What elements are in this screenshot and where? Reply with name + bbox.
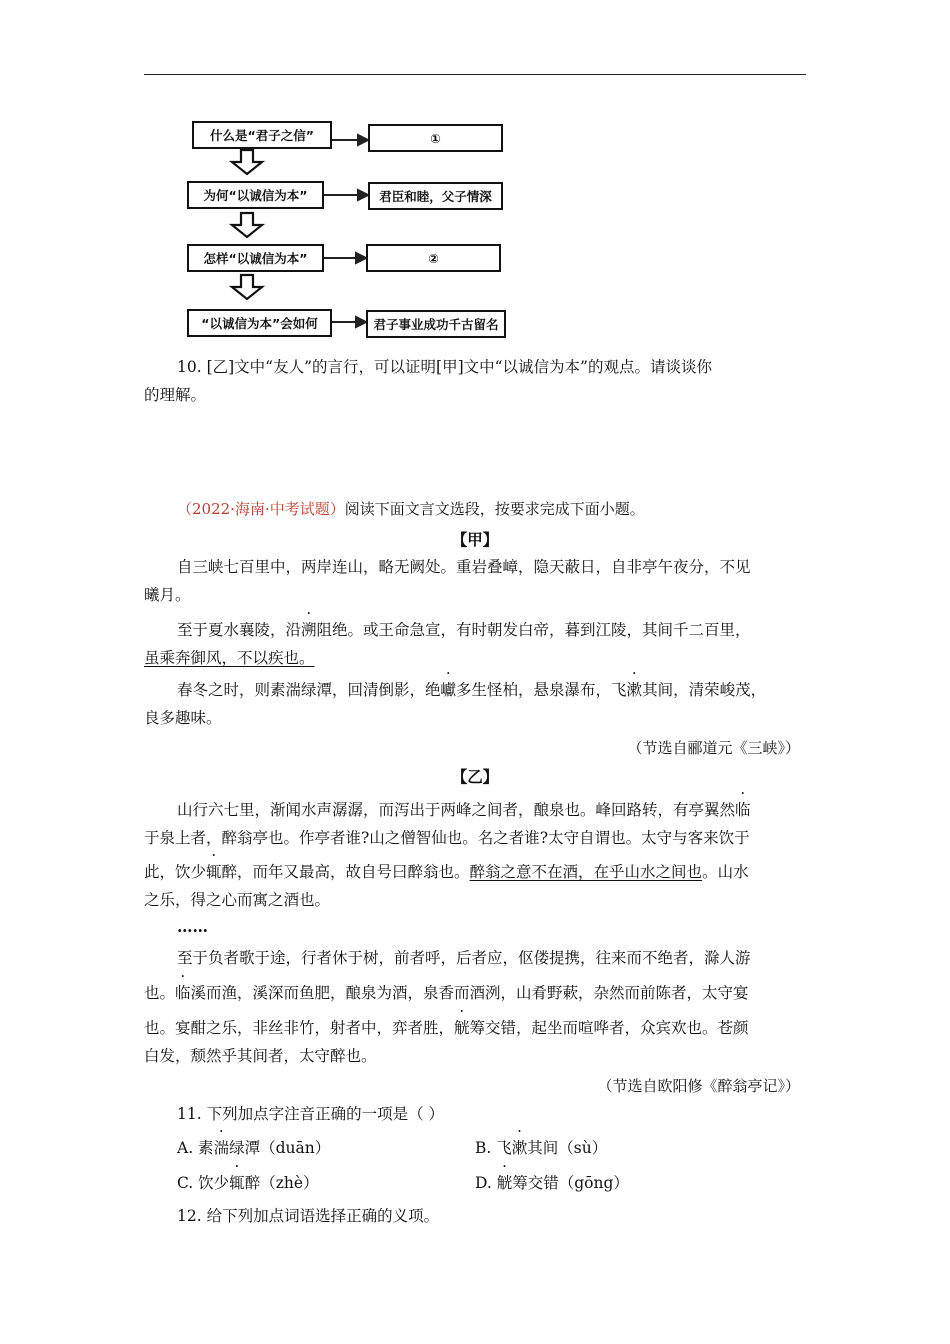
exam-source: （2022·海南·中考试题） bbox=[177, 500, 345, 518]
heading-yi: 【乙】 bbox=[451, 767, 499, 786]
text-segment: 醉（zhè） bbox=[244, 1174, 319, 1192]
text-segment: 也。 bbox=[144, 984, 176, 1002]
text-segment: 也。宴酣之乐，非丝非竹，射者中，弈者胜， bbox=[144, 1019, 455, 1037]
yi-p1-line-4: 之乐，得之心而寓之酒也。 bbox=[144, 891, 331, 909]
dotted-char: 漱 bbox=[626, 681, 643, 699]
text-segment: 绿潭（duān） bbox=[229, 1139, 331, 1157]
heading-jia: 【甲】 bbox=[451, 530, 499, 549]
flow-box-how: 怎样“以诚信为本” bbox=[187, 244, 324, 272]
intro-text: 阅读下面文言文选段，按要求完成下面小题。 bbox=[344, 500, 645, 518]
dotted-char: 觥 bbox=[454, 1019, 470, 1037]
q11-option-c bbox=[177, 1173, 319, 1193]
jia-p1-line-1: 自三峡七百里中，两岸连山，略无阙处。重岩叠嶂，隐天蔽日，自非亭午夜分，不见 bbox=[177, 558, 751, 576]
text-segment: 山行六七里，渐闻水声潺潺，而泻出于两峰之间者，酿泉也。峰回路转，有亭翼然 bbox=[177, 801, 736, 819]
text-segment: 。山水 bbox=[702, 863, 749, 881]
q10-line-1: 10. [乙]文中“友人”的言行，可以证明[甲]文中“以诚信为本”的观点。请谈谈你 bbox=[177, 358, 712, 376]
flowchart-arrows bbox=[0, 0, 950, 360]
yi-p1-line-1 bbox=[177, 800, 751, 820]
q11-option-a bbox=[177, 1138, 330, 1158]
yi-p2-line-4: 白发，颓然乎其间者，太守醉也。 bbox=[144, 1047, 377, 1065]
text-segment: D. bbox=[475, 1174, 497, 1192]
jia-p1-line-2: 曦月。 bbox=[144, 586, 191, 604]
yi-p2-line-2 bbox=[144, 983, 749, 1003]
dotted-char: 湍 bbox=[213, 1139, 230, 1157]
ellipsis: …… bbox=[177, 917, 208, 936]
text-segment: 此，饮少 bbox=[144, 863, 207, 881]
flow-box-blank-2: ② bbox=[366, 244, 501, 272]
text-segment: 醉，而年又最高，故自号曰醉翁也。 bbox=[221, 863, 470, 881]
dotted-char: 辄 bbox=[206, 863, 222, 881]
text-segment: 阻绝。或王命急宣，有时朝发白帝，暮到江陵，其间千二百里， bbox=[316, 621, 751, 639]
underlined-sentence: 醉翁之意不在酒，在乎山水之间也 bbox=[469, 863, 703, 881]
underlined-sentence: 虽乘奔御风，不以疾也。 bbox=[144, 649, 315, 667]
jia-p3-line-1 bbox=[177, 680, 766, 700]
q12-stem: 12. 给下列加点词语选择正确的义项。 bbox=[177, 1207, 440, 1225]
yi-p2-line-3 bbox=[144, 1018, 749, 1038]
flow-box-harmony: 君臣和睦，父子情深 bbox=[368, 182, 503, 210]
dotted-char: 觥 bbox=[496, 1174, 513, 1192]
q11-stem: 11. 下列加点字注音正确的一项是（ ） bbox=[177, 1105, 445, 1123]
yi-p1-line-2: 于泉上者，醉翁亭也。作亭者谁?山之僧智仙也。名之者谁?太守自谓也。太守与客来饮于 bbox=[144, 829, 750, 847]
text-segment: 春冬之时，则素湍绿潭，回清倒影，绝 bbox=[177, 681, 441, 699]
q11-option-b bbox=[475, 1138, 607, 1158]
flow-box-blank-1: ① bbox=[368, 124, 503, 152]
text-segment: 多生怪柏，悬泉瀑布，飞 bbox=[456, 681, 627, 699]
text-segment: 至于夏水襄陵，沿 bbox=[177, 621, 302, 639]
dotted-char: 巘 bbox=[440, 681, 457, 699]
passage-intro bbox=[177, 499, 645, 519]
flow-box-what: 什么是“君子之信” bbox=[192, 121, 332, 149]
q10-line-2: 的理解。 bbox=[144, 386, 207, 404]
jia-p3-line-2: 良多趣味。 bbox=[144, 709, 222, 727]
jia-p2-line-1 bbox=[177, 620, 751, 640]
q11-option-d bbox=[475, 1173, 629, 1193]
jia-p2-line-2 bbox=[144, 648, 315, 668]
dotted-char: 临 bbox=[735, 801, 751, 819]
flow-box-result: “以诚信为本”会如何 bbox=[187, 309, 332, 337]
flow-box-success: 君子事业成功千古留名 bbox=[366, 310, 506, 338]
text-segment: A. 素 bbox=[177, 1139, 214, 1157]
text-segment: 溪而渔，溪深而鱼肥，酿泉为酒，泉香而酒洌，山肴野蔌，杂然而前陈者，太守宴 bbox=[190, 984, 749, 1002]
text-segment: 筹交错（gōng） bbox=[512, 1174, 629, 1192]
text-segment: 其间（sù） bbox=[527, 1139, 608, 1157]
text-segment: C. 饮少 bbox=[177, 1174, 230, 1192]
yi-source: （节选自欧阳修《醉翁亭记》） bbox=[597, 1077, 800, 1095]
dotted-char: 溯 bbox=[301, 621, 317, 639]
text-segment: 其间，清荣峻茂， bbox=[642, 681, 767, 699]
text-segment: B. 飞 bbox=[475, 1139, 512, 1157]
dotted-char: 漱 bbox=[511, 1139, 528, 1157]
dotted-char: 临 bbox=[175, 984, 191, 1002]
jia-source: （节选自郦道元《三峡》） bbox=[627, 739, 800, 757]
dotted-char: 辄 bbox=[229, 1174, 245, 1192]
yi-p1-line-3 bbox=[144, 862, 749, 882]
yi-p2-line-1: 至于负者歌于途，行者休于树，前者呼，后者应，伛偻提携，往来而不绝者，滁人游 bbox=[177, 949, 751, 967]
text-segment: 筹交错，起坐而喧哗者，众宾欢也。苍颜 bbox=[469, 1019, 749, 1037]
flow-box-why: 为何“以诚信为本” bbox=[187, 181, 324, 209]
